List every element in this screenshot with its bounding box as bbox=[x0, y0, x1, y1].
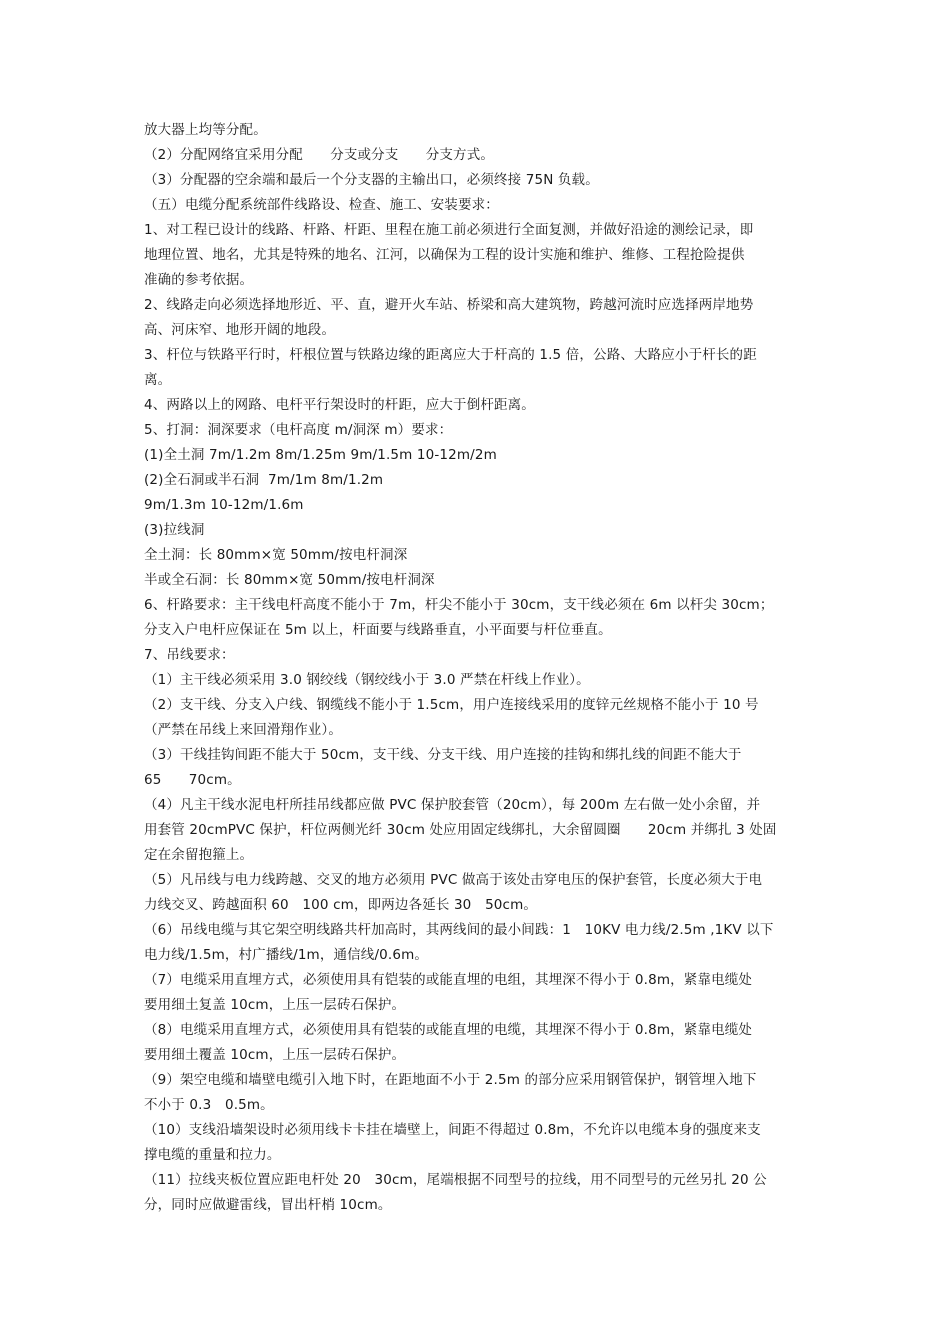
text-line: 5、打洞：洞深要求（电杆高度 m/洞深 m）要求： bbox=[144, 422, 453, 438]
text-line: （3）干线挂钩间距不能大于 50cm，支干线、分支干线、用户连接的挂钩和绑扎线的间距不能大于 bbox=[144, 747, 742, 763]
text-line: 分，同时应做避雷线，冒出杆梢 10cm。 bbox=[144, 1197, 392, 1213]
text-line: 力线交叉、跨越面积 60 100 cm，即两边各延长 30 50cm。 bbox=[144, 897, 538, 913]
text-line: 离。 bbox=[144, 372, 172, 388]
text-line: (1)全土洞 7m/1.2m 8m/1.25m 9m/1.5m 10-12m/2m bbox=[144, 447, 497, 463]
text-line: 放大器上均等分配。 bbox=[144, 122, 267, 138]
text-line: （3）分配器的空余端和最后一个分支器的主输出口，必须终接 75N 负载。 bbox=[144, 172, 599, 188]
text-line: 分支入户电杆应保证在 5m 以上，杆面要与线路垂直，小平面要与杆位垂直。 bbox=[144, 622, 612, 638]
text-line: （2）分配网络宜采用分配 分支或分支 分支方式。 bbox=[144, 147, 494, 163]
text-line: （10）支线沿墙架设时必须用线卡卡挂在墙壁上，间距不得超过 0.8m，不允许以电缆本身的强度来支 bbox=[144, 1122, 761, 1138]
text-line: 要用细土复盖 10cm，上压一层砖石保护。 bbox=[144, 997, 406, 1013]
text-line: 65 70cm。 bbox=[144, 772, 241, 788]
text-line: （5）凡吊线与电力线跨越、交叉的地方必须用 PVC 做高于该处击穿电压的保护套管，长度必须大于电 bbox=[144, 872, 763, 888]
text-line: （9）架空电缆和墙壁电缆引入地下时，在距地面不小于 2.5m 的部分应采用钢管保护，钢管埋入地下 bbox=[144, 1072, 757, 1088]
text-line: 9m/1.3m 10-12m/1.6m bbox=[144, 497, 304, 513]
text-line: 不小于 0.3 0.5m。 bbox=[144, 1097, 274, 1113]
text-line: 7、吊线要求： bbox=[144, 647, 235, 663]
text-line: （严禁在吊线上来回滑翔作业）。 bbox=[144, 722, 342, 738]
text-line: （6）吊线电缆与其它架空明线路共杆加高时，其两线间的最小间践：1 10KV 电力线/2.5m ,1KV 以下 bbox=[144, 922, 774, 938]
text-line: 定在余留抱箍上。 bbox=[144, 847, 254, 863]
text-line: 4、两路以上的网路、电杆平行架设时的杆距，应大于倒杆距离。 bbox=[144, 397, 535, 413]
text-line: 2、线路走向必须选择地形近、平、直，避开火车站、桥梁和高大建筑物，跨越河流时应选择两岸地势 bbox=[144, 297, 754, 313]
text-line: 1、对工程已设计的线路、杆路、杆距、里程在施工前必须进行全面复测，并做好沿途的测绘记录，即 bbox=[144, 222, 754, 238]
text-line: （1）主干线必须采用 3.0 钢绞线（钢绞线小于 3.0 严禁在杆线上作业）。 bbox=[144, 672, 590, 688]
text-line: 地理位置、地名，尤其是特殊的地名、江河，以确保为工程的设计实施和维护、维修、工程抢险提供 bbox=[144, 247, 745, 263]
text-line: （4）凡主干线水泥电杆所挂吊线都应做 PVC 保护胶套管（20cm），每 200m 左右做一处小余留，并 bbox=[144, 797, 761, 813]
text-line: （7）电缆采用直埋方式，必须使用具有铠装的或能直埋的电组，其埋深不得小于 0.8m，紧靠电缆处 bbox=[144, 972, 753, 988]
text-line: （2）支干线、分支入户线、钢缆线不能小于 1.5cm，用户连接线采用的度锌元丝规格不能小于 10 号 bbox=[144, 697, 759, 713]
text-line: (3)拉线洞 bbox=[144, 522, 205, 538]
text-line: 3、杆位与铁路平行时，杆根位置与铁路边缘的距离应大于杆高的 1.5 倍，公路、大路应小于杆长的距 bbox=[144, 347, 757, 363]
text-line: 高、河床窄、地形开阔的地段。 bbox=[144, 322, 336, 338]
text-line: 用套管 20cmPVC 保护，杆位两侧光纤 30cm 处应用固定线绑扎，大余留圆圈 20cm 并绑扎 3 处固 bbox=[144, 822, 777, 838]
text-line: 6、杆路要求：主干线电杆高度不能小于 7m，杆尖不能小于 30cm，支干线必须在 6m 以杆尖 30cm； bbox=[144, 597, 774, 613]
text-line: (2)全石洞或半石洞 7m/1m 8m/1.2m bbox=[144, 472, 384, 488]
text-line: 要用细土覆盖 10cm，上压一层砖石保护。 bbox=[144, 1047, 406, 1063]
text-line: 全土洞：长 80mm×宽 50mm/按电杆洞深 bbox=[144, 547, 408, 563]
document-body bbox=[144, 118, 788, 1218]
text-line: 半或全石洞：长 80mm×宽 50mm/按电杆洞深 bbox=[144, 572, 435, 588]
text-line: （11）拉线夹板位置应距电杆处 20 30cm，尾端根据不同型号的拉线，用不同型号的元丝另扎 20 公 bbox=[144, 1172, 767, 1188]
text-line: 准确的参考依据。 bbox=[144, 272, 254, 288]
text-line: 电力线/1.5m，村广播线/1m，通信线/0.6m。 bbox=[144, 947, 429, 963]
text-line: （五）电缆分配系统部件线路设、检查、施工、安装要求： bbox=[144, 197, 499, 213]
text-line: 撑电缆的重量和拉力。 bbox=[144, 1147, 281, 1163]
text-line: （8）电缆采用直埋方式，必须使用具有铠装的或能直埋的电缆，其埋深不得小于 0.8m，紧靠电缆处 bbox=[144, 1022, 753, 1038]
